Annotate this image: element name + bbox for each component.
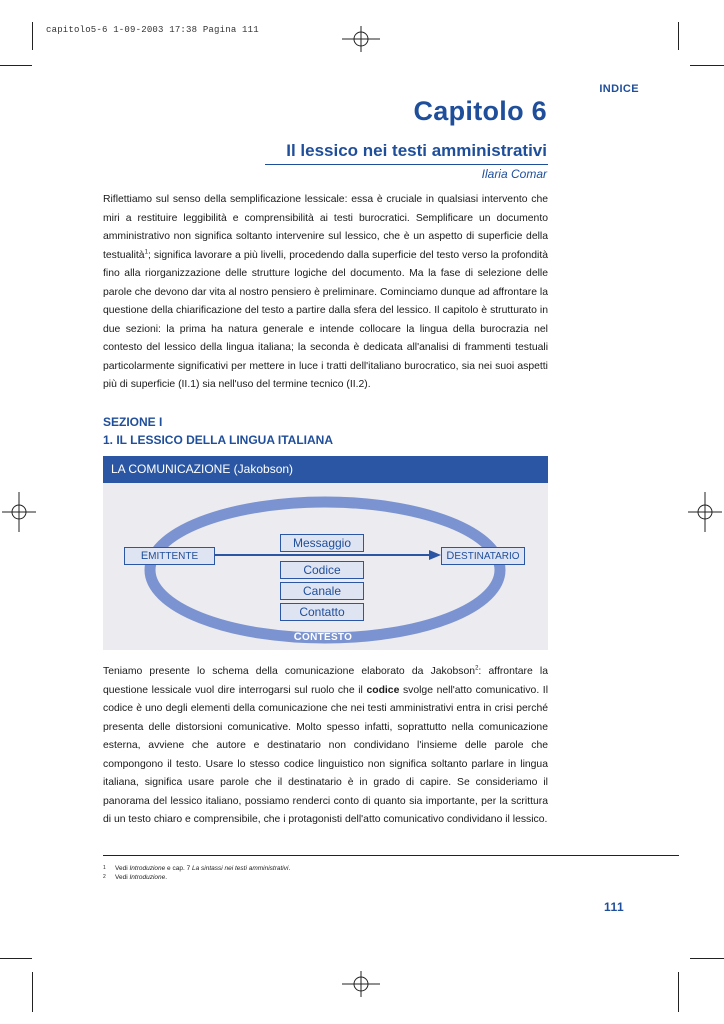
- footnote-text: .: [288, 865, 291, 872]
- communication-diagram: [103, 483, 548, 650]
- footnote-link[interactable]: Introduzione: [129, 865, 166, 872]
- crop-mark: [678, 972, 679, 1012]
- title-rule: [265, 164, 548, 165]
- channel-box: Canale: [280, 582, 364, 600]
- footnote-text: Vedi: [115, 874, 130, 881]
- registration-mark-left: [2, 492, 36, 532]
- receiver-box: [441, 547, 525, 565]
- footnote-ref-2[interactable]: 2: [475, 665, 479, 672]
- crop-mark: [690, 65, 724, 66]
- footnote-link[interactable]: Introduzione: [129, 874, 166, 881]
- footnote-number: 1: [103, 865, 106, 871]
- body-paragraph: [103, 663, 548, 830]
- registration-mark-bottom: [342, 971, 380, 997]
- sender-label: MITTENTE: [148, 551, 199, 562]
- message-box: Messaggio: [280, 534, 364, 552]
- chapter-subtitle: Il lessico nei testi amministrativi: [286, 141, 547, 160]
- body-text-2: : affrontare la questione lessicale vuol dire interrogarsi sul ruolo che il: [103, 666, 548, 696]
- index-link[interactable]: INDICE: [599, 83, 639, 95]
- chapter-title: Capitolo 6: [413, 96, 547, 126]
- code-box: Codice: [280, 561, 364, 579]
- receiver-label: ESTINATARIO: [454, 551, 520, 562]
- footnote-ref-1[interactable]: 1: [144, 249, 148, 256]
- section-label: SEZIONE I: [103, 415, 163, 429]
- intro-text-1: Riflettiamo sul senso della semplificazione lessicale: essa è cruciale in qualsiasi intervento che miri a restituire leggibilità e comprensibilità ai testi burocratici. Semplificare un documento amministrativo non significa soltanto intervenire sul lessico, che è un aspetto di superficie della testualità: [103, 194, 548, 261]
- crop-mark: [690, 958, 724, 959]
- footnote-text: Vedi: [115, 865, 130, 872]
- page-number: 111: [604, 900, 625, 914]
- intro-text-2: ; significa lavorare a più livelli, procedendo dalla superficie del testo verso la profondità fino alla riorganizzazione delle strutture logiche del documento. Ma la fase di selezione delle parole che devono dar vita al nostro pensiero è preliminare. Cominciamo dunque ad affrontare la questione della chiarificazione del testo a partire dalla sfera del lessico. Il capitolo è strutturato in due sezioni: la prima ha natura generale e intende collocare la lingua della burocrazia nel contesto del lessico della lingua italiana; la seconda è dedicata all'analisi di frammenti testuali particolarmente significativi per mettere in luce i tratti dell'italiano burocratico, sia nei suoi aspetti più di superficie (II.1) sia nell'uso del termine tecnico (II.2).: [103, 249, 548, 390]
- context-initial: C: [293, 631, 302, 643]
- footnote-link[interactable]: La sintassi nei testi amministrativi: [192, 865, 289, 872]
- intro-paragraph: [103, 191, 548, 395]
- crop-mark: [0, 958, 32, 959]
- context-rest: ONTESTO: [301, 632, 353, 643]
- print-slug: capitolo5-6 1-09-2003 17:38 Pagina 111: [46, 25, 259, 35]
- footnote-number: 2: [103, 874, 106, 880]
- body-bold-term: codice: [366, 684, 400, 696]
- crop-mark: [32, 22, 33, 50]
- body-text-3: svolge nell'atto comunicativo. Il codice è uno degli elementi della comunicazione che nei testi amministrativi entra in crisi perché presenta delle distorsioni comunicative. Molto spesso infatti, soprattutto nella comunicazione esterna, avviene che autore e destinatario non condividano l'insieme delle parole che compongono il testo. Usare lo stesso codice linguistico non significa soltanto parlare in lingua italiana, significa usare parole che il destinatario è in grado di capire. Se consideriamo il panorama del lessico italiano, possiamo renderci conto di quanto sia importante, per la scrittura di un testo chiaro e comprensibile, che i protagonisti dell'atto comunicativo condividano il lessico.: [103, 684, 549, 825]
- crop-mark: [0, 65, 32, 66]
- body-text-1: Teniamo presente lo schema della comunicazione elaborato da Jakobson: [103, 666, 476, 677]
- crop-mark: [678, 22, 679, 50]
- registration-mark-right: [688, 492, 722, 532]
- footnote-text: .: [165, 874, 168, 881]
- footnote-2: [103, 874, 167, 881]
- sender-initial: E: [140, 550, 149, 562]
- contact-box: Contatto: [280, 603, 364, 621]
- context-label: [273, 631, 373, 643]
- figure-title: LA COMUNICAZIONE (Jakobson): [111, 462, 294, 476]
- crop-mark: [32, 972, 33, 1012]
- figure-header: [103, 456, 548, 483]
- footnote-rule: [103, 855, 679, 856]
- section-heading: 1. IL LESSICO DELLA LINGUA ITALIANA: [103, 433, 334, 447]
- receiver-initial: D: [446, 550, 455, 562]
- registration-mark-top: [342, 26, 380, 52]
- footnote-1: [103, 865, 290, 872]
- chapter-author: Ilaria Comar: [481, 167, 547, 181]
- footnote-text: e cap. 7: [165, 865, 192, 872]
- sender-box: [124, 547, 215, 565]
